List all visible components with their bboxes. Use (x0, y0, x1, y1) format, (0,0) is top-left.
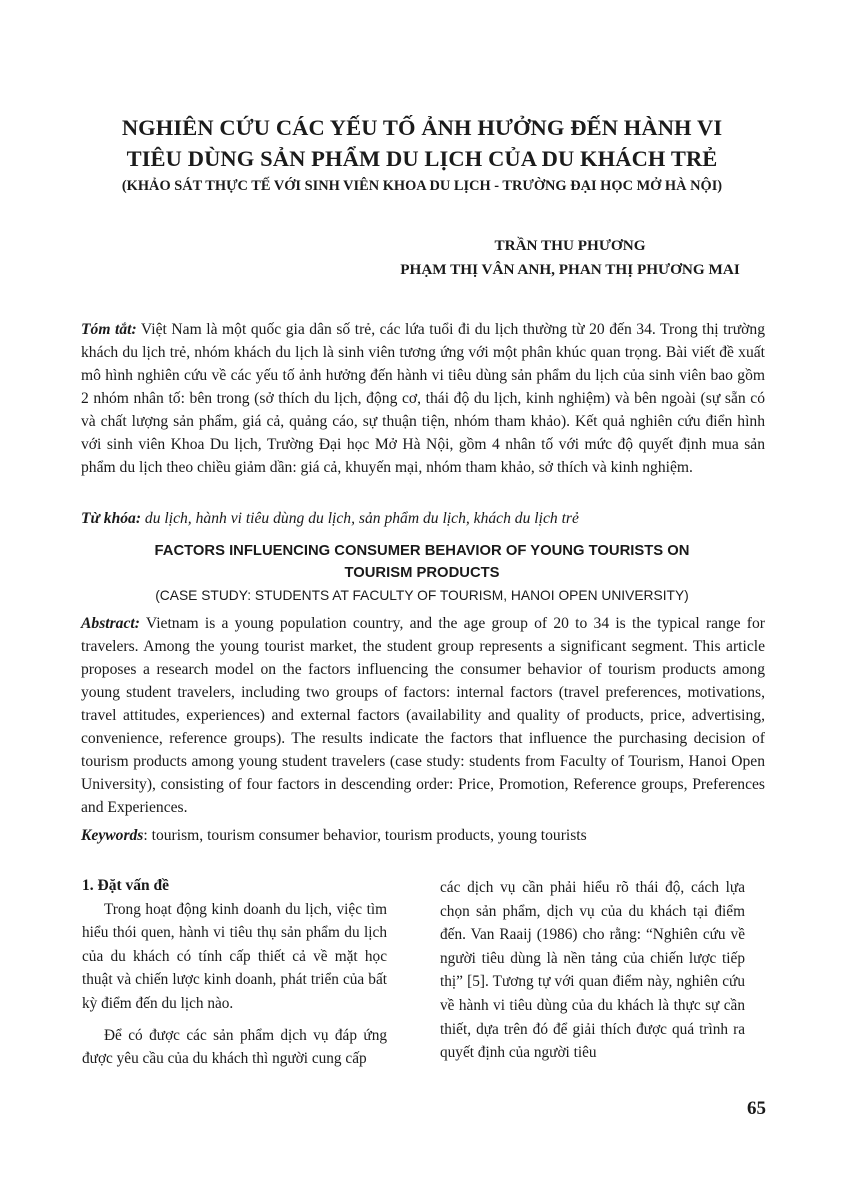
keywords-en-text: tourism, tourism consumer behavior, tourism products, young tourists (147, 827, 587, 844)
abstract-english (81, 612, 765, 819)
body-paragraph: Để có được các sản phẩm dịch vụ đáp ứng được yêu cầu của du khách thì người cung cấp (82, 1026, 387, 1068)
english-title-line-2: TOURISM PRODUCTS (344, 565, 500, 581)
abstract-vi-text: Việt Nam là một quốc gia dân số trẻ, các lứa tuổi đi du lịch thường từ 20 đến 34. Trong thị trường khách du lịch trẻ, nhóm khách du lịch là sinh viên tương ứng với một phân khúc quan trọng. Bài viết đề xuất mô hình nghiên cứu về các yếu tố ảnh hưởng đến hành vi tiêu dùng sản phẩm du lịch của sinh viên bao gồm 2 nhóm nhân tố: bên trong (sở thích du lịch, động cơ, thái độ du lịch, kinh nghiệm) và bên ngoài (sự sẵn có và chất lượng sản phẩm, giá cả, quảng cáo, sự thuận tiện, nhóm tham khảo). Kết quả nghiên cứu điển hình với sinh viên Khoa Du lịch, Trường Đại học Mở Hà Nội, gồm 4 nhân tố với mức độ quyết định mua sản phẩm du lịch theo chiều giảm dần: giá cả, khuyến mại, nhóm tham khảo, sở thích và kinh nghiệm. (81, 321, 765, 476)
section-heading: 1. Đặt vấn đề (82, 877, 169, 894)
page-number: 65 (747, 1098, 766, 1119)
keywords-vi-label: Từ khóa: (81, 510, 142, 527)
body-column-left (82, 874, 387, 1071)
abstract-en-text: Vietnam is a young population country, and the age group of 20 to 34 is the typical range for travelers. Among the young tourist market, the student group represents a significant segment. This article proposes a research model on the factors influencing the consumer behavior of tourism products among young student travelers, including two groups of factors: internal factors (travel preferences, motivations, travel attitudes, experiences) and external factors (availability and quality of products, price, advertising, convenience, reference groups). The results indicate the factors that influence the purchasing decision of tourism products among young student travelers (case study: students from Faculty of Tourism, Hanoi Open University), consisting of four factors in descending order: Price, Promotion, Reference groups, Preferences and Experiences. (81, 615, 765, 816)
keywords-en-colon: : (143, 827, 148, 844)
article-subtitle: (KHẢO SÁT THỰC TẾ VỚI SINH VIÊN KHOA DU LỊCH - TRƯỜNG ĐẠI HỌC MỞ HÀ NỘI) (121, 178, 723, 194)
abstract-vi-label: Tóm tắt: (81, 321, 137, 338)
abstract-vietnamese (81, 318, 765, 479)
abstract-en-label: Abstract: (81, 615, 140, 632)
keywords-vi-text: du lịch, hành vi tiêu dùng du lịch, sản phẩm du lịch, khách du lịch trẻ (141, 510, 579, 527)
keywords-english (81, 824, 765, 847)
author-line-1: TRẦN THU PHƯƠNG (494, 237, 646, 254)
keywords-vietnamese (81, 507, 765, 530)
keywords-en-label: Keywords (81, 827, 144, 844)
article-title-line-2: TIÊU DÙNG SẢN PHẨM DU LỊCH CỦA DU KHÁCH TRẺ (126, 146, 718, 171)
body-paragraph: Trong hoạt động kinh doanh du lịch, việc tìm hiểu thói quen, hành vi tiêu thụ sản phẩm du lịch của du khách có tính cấp thiết cả về mặt học thuật và chiến lược kinh doanh, phát triển của bất kỳ điểm đến du lịch nào. (82, 900, 387, 1012)
body-paragraph: các dịch vụ cần phải hiểu rõ thái độ, cách lựa chọn sản phẩm, dịch vụ của du khách tại điểm đến. Van Raaij (1986) cho rằng: “Nghiên cứu về người tiêu dùng là nền tảng của chiến lược tiếp thị” [5]. Tương tự với quan điểm này, nghiên cứu về hành vi tiêu dùng của du khách là thực sự cần thiết, dựa trên đó để giải thích được quá trình ra quyết định của người tiêu (440, 879, 745, 1062)
english-title-line-1: FACTORS INFLUENCING CONSUMER BEHAVIOR OF YOUNG TOURISTS ON (154, 543, 690, 559)
english-subtitle: (CASE STUDY: STUDENTS AT FACULTY OF TOURISM, HANOI OPEN UNIVERSITY) (155, 588, 689, 603)
article-title-line-1: NGHIÊN CỨU CÁC YẾU TỐ ẢNH HƯỞNG ĐẾN HÀNH VI (121, 115, 723, 140)
author-line-2: PHẠM THỊ VÂN ANH, PHAN THỊ PHƯƠNG MAI (400, 261, 740, 278)
body-column-right (440, 876, 745, 1065)
